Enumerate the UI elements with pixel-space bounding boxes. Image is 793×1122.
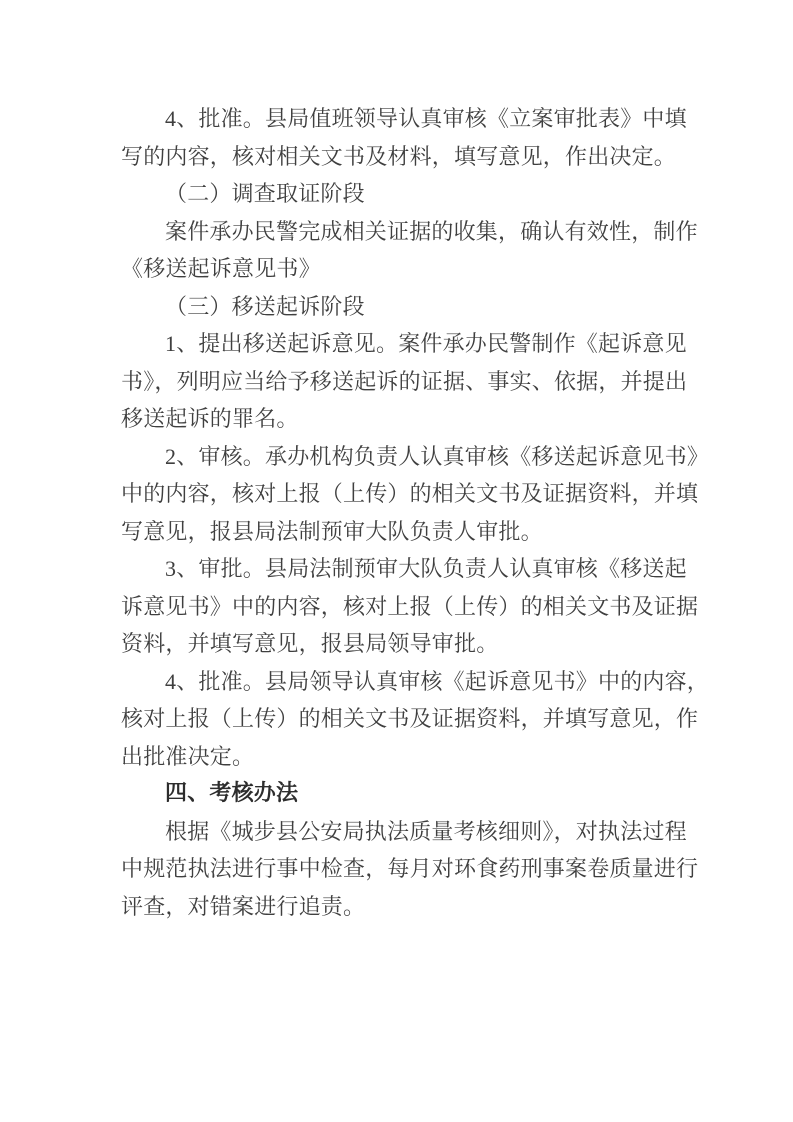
text-line: 根据《城步县公安局执法质量考核细则》，对执法过程	[165, 818, 687, 844]
text-line: 4、批准。县局领导认真审核《起诉意见书》中的内容，	[165, 668, 710, 694]
text-line: 书》，列明应当给予移送起诉的证据、事实、依据，并提出	[121, 368, 688, 394]
text-line: 诉意见书》中的内容，核对上报（上传）的相关文书及证据	[121, 593, 699, 619]
paragraph	[121, 438, 710, 551]
paragraph	[121, 213, 698, 288]
text-line: 1、提出移送起诉意见。案件承办民警制作《起诉意见	[165, 331, 687, 356]
text-line: 3、审批。县局法制预审大队负责人认真审核《移送起	[165, 556, 687, 581]
paragraph	[121, 813, 699, 926]
text-line: 评查，对错案进行追责。	[121, 893, 366, 919]
text-line: （二）调查取证阶段	[165, 181, 365, 206]
text-line: 4、批准。县局值班领导认真审核《立案审批表》中填	[165, 106, 687, 131]
text-line: 案件承办民警完成相关证据的收集，确认有效性，制作	[165, 218, 698, 244]
document-body	[121, 100, 710, 925]
text-line: 资料，并填写意见，报县局领导审批。	[121, 631, 499, 656]
paragraph	[121, 663, 710, 776]
text-line: 中的内容，核对上报（上传）的相关文书及证据资料，并填	[121, 481, 699, 506]
paragraph	[121, 550, 699, 663]
text-line: 移送起诉的罪名。	[121, 406, 299, 431]
text-line: 中规范执法进行事中检查，每月对环食药刑事案卷质量进行	[121, 856, 699, 881]
text-line: 写的内容，核对相关文书及材料，填写意见，作出决定。	[121, 143, 677, 169]
text-line: 2、审核。承办机构负责人认真审核《移送起诉意见书》	[165, 443, 710, 469]
text-line: 出批准决定。	[121, 743, 255, 769]
paragraph	[121, 175, 677, 213]
section-heading	[121, 775, 677, 813]
paragraph	[121, 325, 688, 438]
text-line: （三）移送起诉阶段	[165, 293, 365, 319]
heading-line: 四、考核办法	[165, 781, 299, 806]
paragraph	[121, 100, 687, 175]
paragraph	[121, 288, 677, 326]
text-line: 写意见，报县局法制预审大队负责人审批。	[121, 518, 543, 544]
text-line: 《移送起诉意见书》	[121, 256, 321, 281]
text-line: 核对上报（上传）的相关文书及证据资料，并填写意见，作	[121, 706, 699, 731]
